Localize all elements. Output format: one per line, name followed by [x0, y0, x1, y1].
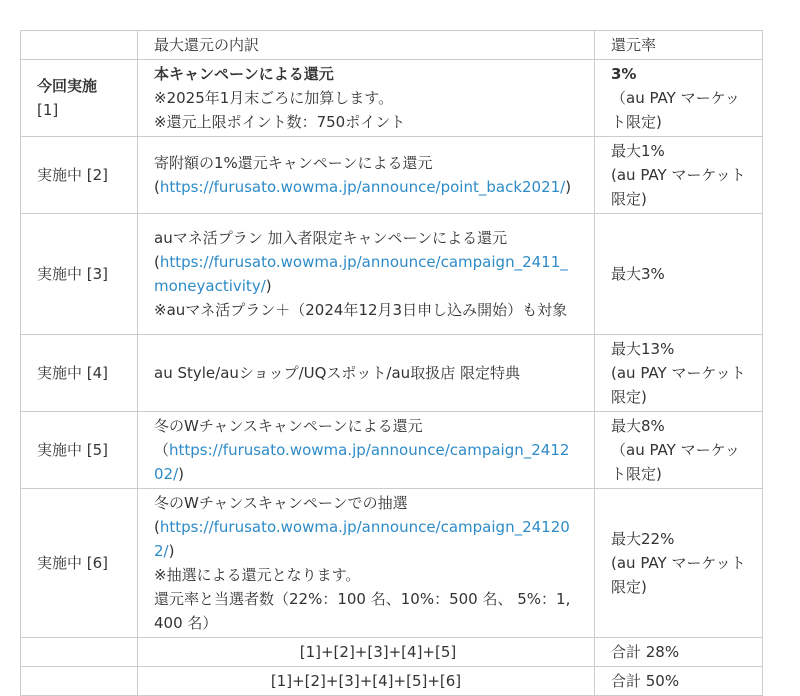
campaign-title: 冬のWチャンスキャンペーンでの抽選 [154, 494, 408, 512]
status-cell: 実施中 [4] [21, 335, 138, 412]
status-label: 今回実施 [37, 77, 98, 95]
rate-value: 最大1% [611, 142, 665, 160]
campaign-note: ※抽選による還元となります。 [154, 566, 361, 584]
breakdown-cell [138, 137, 595, 214]
status-cell: 実施中 [5] [21, 412, 138, 489]
status-cell [21, 60, 138, 137]
campaign-title: 冬のWチャンスキャンペーンによる還元 [154, 417, 423, 435]
campaign-note: ※2025年1月末ごろに加算します。 [154, 89, 394, 107]
total-rate: 合計 50% [595, 667, 763, 696]
header-rate: 還元率 [595, 31, 763, 60]
header-empty-cell [21, 31, 138, 60]
breakdown-cell [138, 214, 595, 335]
link-paren: ) [565, 178, 572, 196]
link-paren: ) [178, 465, 184, 483]
table-row [21, 412, 763, 489]
rate-cell [595, 335, 763, 412]
breakdown-cell [138, 60, 595, 137]
total-row [21, 638, 763, 667]
rate-note: (au PAY マーケット限定) [611, 166, 746, 208]
rate-cell [595, 489, 763, 638]
status-cell: 実施中 [6] [21, 489, 138, 638]
table-row [21, 137, 763, 214]
campaign-note: 還元率と当選者数（22%：100 名、10%：500 名、 5%：1,400 名） [154, 590, 571, 632]
link-paren: ( [154, 178, 160, 196]
table-row [21, 335, 763, 412]
rate-value: 最大3% [611, 265, 665, 283]
campaign-title: auマネ活プラン 加入者限定キャンペーンによる還元 [154, 229, 508, 247]
rate-value: 最大22% [611, 530, 675, 548]
breakdown-cell [138, 489, 595, 638]
link-paren: ( [154, 518, 160, 536]
link-paren: ) [265, 277, 272, 295]
campaign-title: 寄附額の1%還元キャンペーンによる還元 [154, 154, 433, 172]
campaign-note: ※還元上限ポイント数：750ポイント [154, 113, 406, 131]
rate-value: 最大13% [611, 340, 675, 358]
link-paren: ) [168, 542, 175, 560]
campaign-link[interactable]: https://furusato.wowma.jp/announce/campaign_241202/ [154, 518, 570, 560]
breakdown-cell [138, 412, 595, 489]
total-row [21, 667, 763, 696]
total-formula: [1]+[2]+[3]+[4]+[5]+[6] [138, 667, 595, 696]
campaign-title: 本キャンペーンによる還元 [154, 65, 334, 83]
rate-cell [595, 137, 763, 214]
table-row [21, 60, 763, 137]
status-ref: [1] [37, 101, 59, 119]
rate-note: (au PAY マーケット限定) [611, 554, 746, 596]
table-header-row [21, 31, 763, 60]
rate-cell [595, 214, 763, 335]
rate-value: 3% [611, 65, 637, 83]
total-formula: [1]+[2]+[3]+[4]+[5] [138, 638, 595, 667]
status-cell: 実施中 [2] [21, 137, 138, 214]
status-cell: 実施中 [3] [21, 214, 138, 335]
rate-value: 最大8% [611, 417, 665, 435]
rate-note: （au PAY マーケット限定) [611, 441, 740, 483]
campaign-note: ※auマネ活プラン＋（2024年12月3日申し込み開始）も対象 [154, 301, 568, 319]
total-rate: 合計 28% [595, 638, 763, 667]
table-row [21, 489, 763, 638]
rate-cell [595, 60, 763, 137]
rate-cell [595, 412, 763, 489]
campaign-link[interactable]: https://furusato.wowma.jp/announce/campaign_2411_moneyactivity/ [154, 253, 568, 295]
breakdown-cell [138, 335, 595, 412]
header-breakdown: 最大還元の内訳 [138, 31, 595, 60]
link-paren: ( [154, 253, 160, 271]
campaign-link[interactable]: https://furusato.wowma.jp/announce/campaign_241202/ [154, 441, 570, 483]
rate-note: (au PAY マーケット限定) [611, 364, 746, 406]
link-paren: （ [154, 441, 170, 459]
rate-note: （au PAY マーケット限定) [611, 89, 740, 131]
reward-breakdown-table [20, 30, 763, 696]
campaign-title: au Style/auショップ/UQスポット/au取扱店 限定特典 [154, 364, 520, 382]
campaign-link[interactable]: https://furusato.wowma.jp/announce/point_back2021/ [159, 178, 566, 196]
table-row [21, 214, 763, 335]
